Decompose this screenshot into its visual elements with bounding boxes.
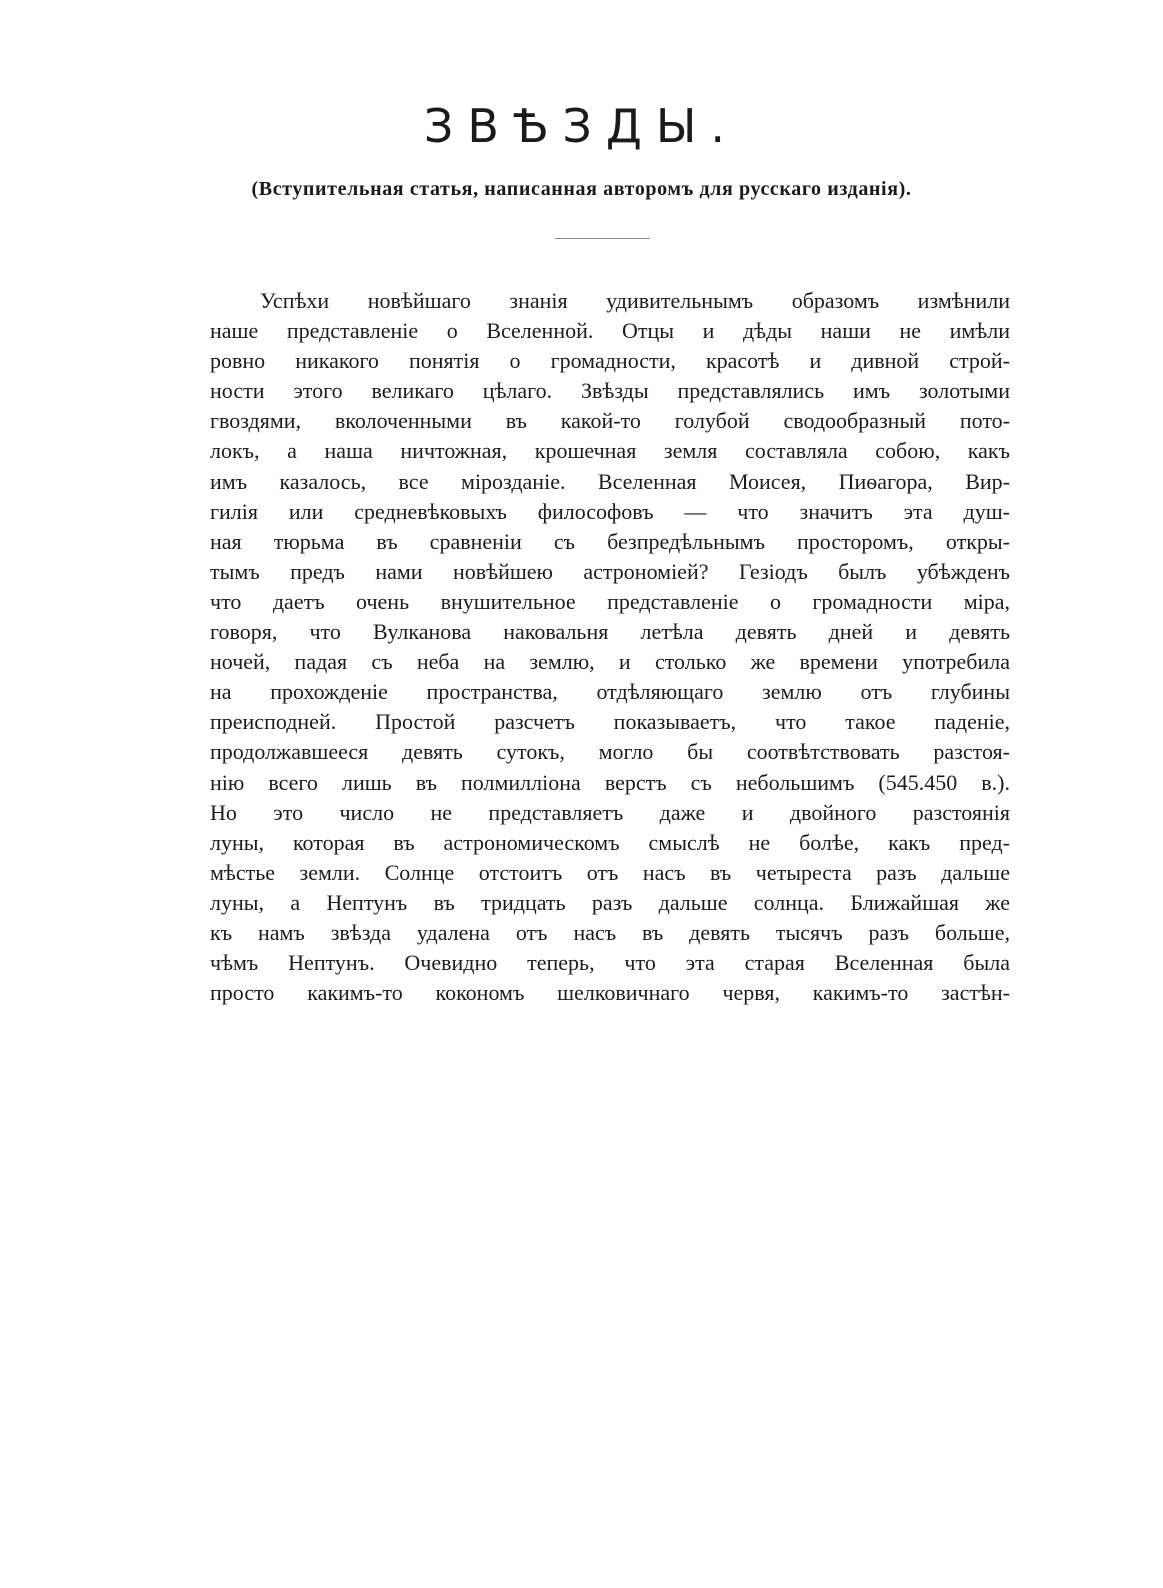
title-divider (555, 238, 650, 239)
text-line: гилія или средневѣковыхъ философовъ — что значитъ эта душ- (210, 498, 1010, 524)
text-line: просто какимъ-то кокономъ шелковичнаго червя, какимъ-то застѣн- (210, 980, 1010, 1006)
text-line: тымъ предъ нами новѣйшею астрономіей? Гезіодъ былъ убѣжденъ (210, 558, 1010, 584)
text-line: нію всего лишь въ полмилліона верстъ съ небольшимъ (545.450 в.). (210, 769, 1010, 795)
text-line: луны, а Нептунъ въ тридцать разъ дальше солнца. Ближайшая же (210, 889, 1010, 915)
text-line: продолжавшееся девять сутокъ, могло бы соотвѣтствовать разстоя- (210, 739, 1010, 765)
text-line: говоря, что Вулканова наковальня летѣла девять дней и девять (210, 619, 1010, 645)
text-line: имъ казалось, все мірозданіе. Вселенная Моисея, Пиѳагора, Вир- (210, 468, 1010, 494)
text-line: чѣмъ Нептунъ. Очевидно теперь, что эта старая Вселенная была (210, 950, 1010, 976)
text-line: къ намъ звѣзда удалена отъ насъ въ девять тысячъ разъ больше, (210, 919, 1010, 945)
text-line: Но это число не представляетъ даже и двойного разстоянія (210, 799, 1010, 825)
text-line: что даетъ очень внушительное представленіе о громадности міра, (210, 588, 1010, 614)
text-line: ности этого великаго цѣлаго. Звѣзды представлялись имъ золотыми (210, 378, 1010, 404)
text-line: ная тюрьма въ сравненіи съ безпредѣльнымъ просторомъ, откры- (210, 528, 1010, 554)
text-line: ровно никакого понятія о громадности, красотѣ и дивной строй- (210, 348, 1010, 374)
text-line: на прохожденіе пространства, отдѣляющаго землю отъ глубины (210, 679, 1010, 705)
text-line: ночей, падая съ неба на землю, и столько же времени употребила (210, 649, 1010, 675)
text-line: преисподней. Простой разсчетъ показываетъ, что такое паденіе, (210, 709, 1010, 735)
text-line: луны, которая въ астрономическомъ смыслѣ не болѣе, какъ пред- (210, 829, 1010, 855)
text-line: гвоздями, вколоченными въ какой-то голубой сводообразный пото- (210, 408, 1010, 434)
body-paragraph (210, 286, 1010, 1008)
text-line: мѣстье земли. Солнце отстоитъ отъ насъ въ четыреста разъ дальше (210, 859, 1010, 885)
text-line: Успѣхи новѣйшаго знанія удивительнымъ образомъ измѣнили (260, 288, 1010, 313)
page-subtitle: (Вступительная статья, написанная авторомъ для русскаго изданія). (251, 178, 912, 200)
text-line: локъ, а наша ничтожная, крошечная земля составляла собою, какъ (210, 438, 1010, 464)
text-line: наше представленіе о Вселенной. Отцы и дѣды наши не имѣли (210, 318, 1010, 344)
page-title: ЗВѢЗДЫ. (423, 99, 740, 153)
